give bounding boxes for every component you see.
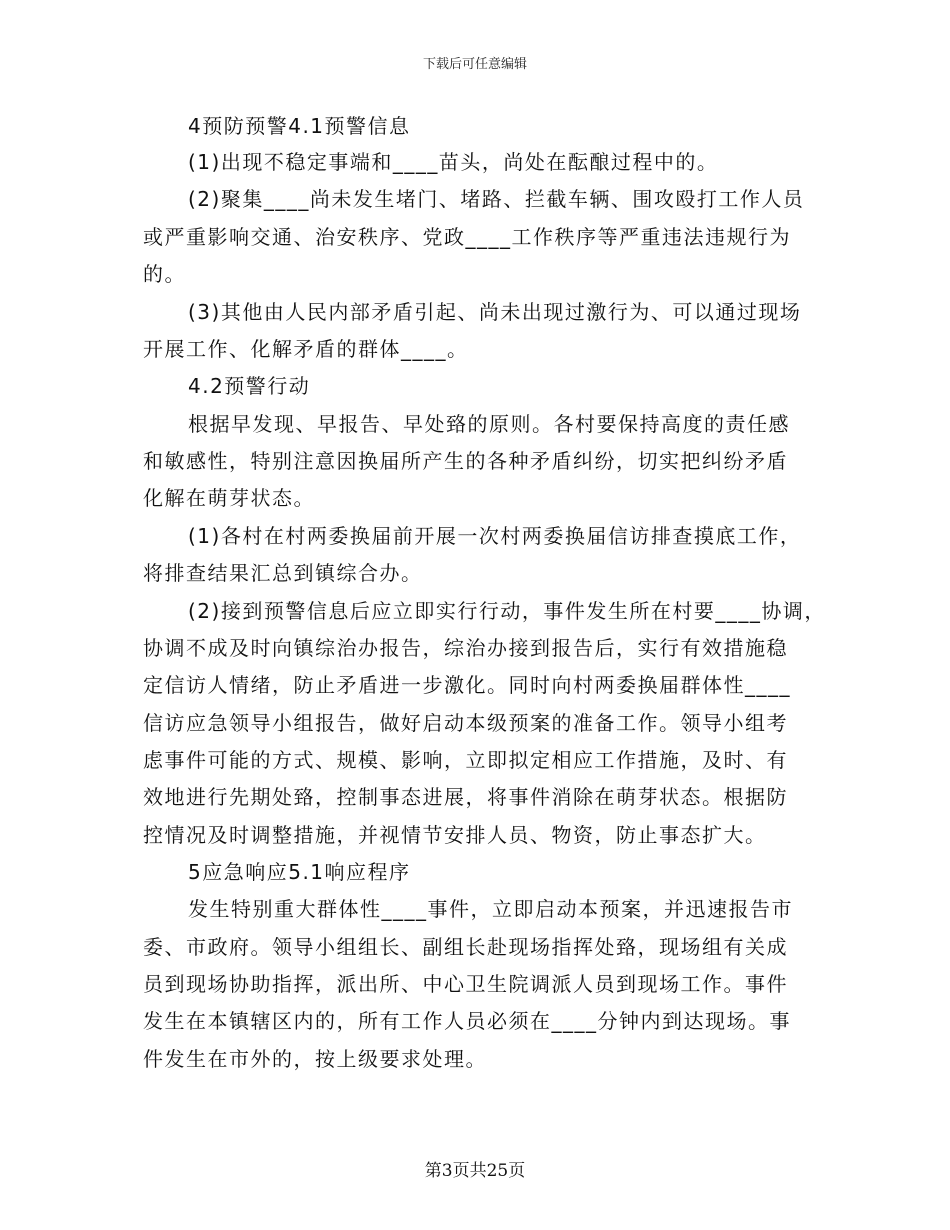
body-line: 虑事件可能的方式、规模、影响，立即拟定相应工作措施，及时、有 <box>143 748 788 772</box>
section-heading: 4.2预警行动 <box>188 374 311 398</box>
body-line: (1)出现不稳定事端和____苗头，尚处在酝酿过程中的。 <box>188 150 719 174</box>
body-line: (2)接到预警信息后应立即实行行动，事件发生所在村要____协调， <box>188 599 826 623</box>
body-line: 将排查结果汇总到镇综合办。 <box>143 561 423 585</box>
section-heading: 5应急响应5.1响应程序 <box>188 860 411 884</box>
body-line: 化解在萌芽状态。 <box>143 486 315 510</box>
body-line: 效地进行先期处臵，控制事态进展，将事件消除在萌芽状态。根据防 <box>143 785 788 809</box>
body-line: 或严重影响交通、治安秩序、党政____工作秩序等严重违法违规行为 <box>143 225 791 249</box>
body-line: 协调不成及时向镇综治办报告，综治办接到报告后，实行有效措施稳 <box>143 636 788 660</box>
body-line: 发生特别重大群体性____事件，立即启动本预案，并迅速报告市 <box>188 897 793 921</box>
body-line: 的。 <box>143 262 186 286</box>
body-line: 定信访人情绪，防止矛盾进一步激化。同时向村两委换届群体性____ <box>143 673 791 697</box>
body-line: 员到现场协助指挥，派出所、中心卫生院调派人员到现场工作。事件 <box>143 972 788 996</box>
body-line: 和敏感性，特别注意因换届所产生的各种矛盾纠纷，切实把纠纷矛盾 <box>143 449 788 473</box>
body-line: (3)其他由人民内部矛盾引起、尚未出现过激行为、可以通过现场 <box>188 300 802 324</box>
page-number: 第3页共25页 <box>424 1161 526 1181</box>
body-line: 件发生在市外的，按上级要求处理。 <box>143 1047 487 1071</box>
body-line: 控情况及时调整措施，并视情节安排人员、物资，防止事态扩大。 <box>143 823 767 847</box>
body-line: (2)聚集____尚未发生堵门、堵路、拦截车辆、围攻殴打工作人员 <box>188 187 805 211</box>
section-heading: 4预防预警4.1预警信息 <box>188 114 411 138</box>
body-line: 开展工作、化解矛盾的群体____。 <box>143 337 469 361</box>
body-line: 委、市政府。领导小组组长、副组长赴现场指挥处臵，现场组有关成 <box>143 935 788 959</box>
body-line: 发生在本镇辖区内的，所有工作人员必须在____分钟内到达现场。事 <box>143 1009 791 1033</box>
body-line: 信访应急领导小组报告，做好启动本级预案的准备工作。领导小组考 <box>143 711 788 735</box>
body-line: 根据早发现、早报告、早处臵的原则。各村要保持高度的责任感 <box>188 412 790 436</box>
page-header: 下载后可任意编辑 <box>422 57 527 72</box>
body-line: (1)各村在村两委换届前开展一次村两委换届信访排查摸底工作， <box>188 524 802 548</box>
